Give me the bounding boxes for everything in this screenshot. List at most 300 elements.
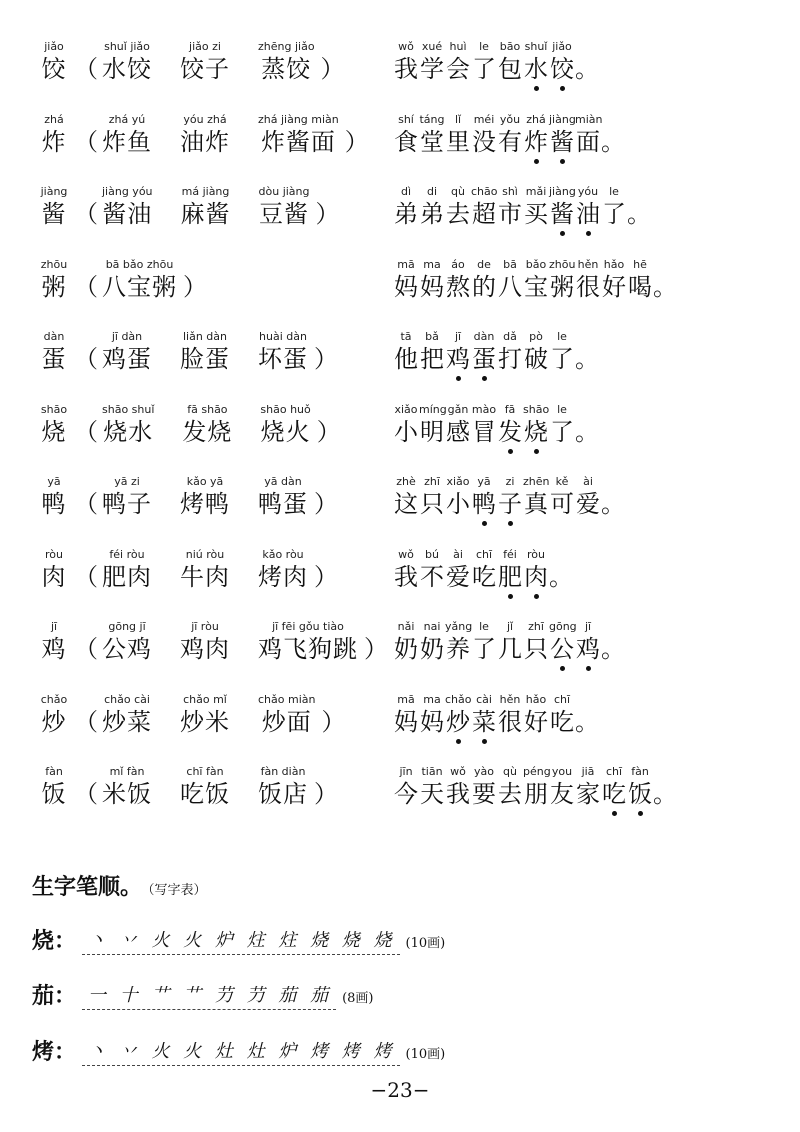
period: 。: [575, 55, 600, 83]
hanzi: 喝: [628, 272, 652, 301]
pinyin: shuǐ: [524, 40, 548, 53]
vocab-words: [40, 403, 345, 447]
pinyin: ma: [423, 692, 441, 706]
hanzi: 不: [420, 562, 444, 591]
hanzi: 鸡蛋: [102, 345, 152, 373]
hanzi: 明: [420, 417, 444, 446]
vocab-word: [181, 185, 231, 229]
open-paren: （: [74, 780, 98, 808]
pinyin: qù: [451, 185, 465, 198]
vocab-words: [40, 113, 373, 157]
pinyin: xiǎo: [394, 402, 418, 416]
emphasis-dot: [508, 449, 513, 454]
hanzi: 鸡: [446, 345, 470, 373]
vocab-word: [102, 620, 152, 664]
sentence-char: [419, 113, 445, 157]
period: 。: [627, 200, 652, 228]
open-paren: （: [74, 272, 98, 301]
pinyin: dàn: [473, 330, 495, 343]
pinyin: shāo: [523, 402, 550, 416]
pinyin: yā zi: [114, 475, 140, 488]
pinyin: nai: [423, 620, 441, 633]
emphasis-dot: [560, 159, 565, 164]
hanzi: 冒: [472, 417, 496, 446]
emphasis-dot: [534, 86, 539, 91]
vocab-words: [40, 548, 342, 592]
vocab-word: [102, 113, 152, 157]
hanzi: 把: [420, 345, 444, 373]
pinyin: wǒ: [398, 40, 414, 53]
hanzi: 妈: [394, 707, 418, 736]
pinyin: de: [477, 257, 491, 271]
hanzi: 有: [498, 127, 522, 156]
sentence-char: [523, 765, 549, 809]
sentence-char: [445, 258, 471, 302]
hanzi: 子: [498, 490, 522, 518]
emphasis-dot: [534, 594, 539, 599]
hanzi: 坏蛋: [258, 345, 308, 373]
hanzi: 炒米: [180, 707, 230, 736]
sentence-char: [549, 113, 575, 157]
sentence-char: [497, 693, 523, 737]
vocab-row: [0, 40, 800, 112]
hanzi: 公: [550, 635, 574, 663]
pinyin: jiàng: [40, 185, 68, 198]
sentence-char: [549, 330, 575, 374]
hanzi: 炸酱面: [260, 127, 336, 156]
open-paren: （: [74, 127, 98, 156]
hanzi: 公鸡: [102, 635, 152, 663]
pinyin: cài: [476, 692, 492, 706]
pinyin: liǎn dàn: [182, 330, 228, 343]
hanzi: 鸡肉: [180, 635, 230, 663]
example-sentence: [393, 692, 600, 737]
vocab-word: [180, 693, 230, 737]
pinyin: jiàng yóu: [102, 185, 153, 198]
pinyin: ài: [583, 475, 593, 488]
hanzi: 吃: [602, 780, 626, 808]
head-character: [40, 620, 68, 664]
hanzi: 很: [498, 707, 522, 736]
example-sentence: [393, 402, 600, 447]
pinyin: jiǎo: [552, 40, 572, 53]
emphasis-dot: [456, 739, 461, 744]
sentence-char: [471, 548, 497, 592]
hanzi: 去: [498, 780, 522, 808]
hanzi: 天: [420, 780, 444, 808]
pinyin: zhōu: [40, 257, 68, 271]
example-sentence: [393, 40, 600, 84]
sentence-char: [523, 330, 549, 374]
head-character: [40, 403, 68, 447]
pinyin: shāo huǒ: [260, 402, 311, 416]
sentence-char: [445, 620, 471, 664]
example-sentence: [393, 330, 600, 374]
hanzi: 家: [576, 780, 600, 808]
hanzi: 会: [446, 55, 470, 83]
hanzi: 酱: [550, 200, 574, 228]
pinyin: chǎo cài: [104, 692, 150, 706]
pinyin: le: [479, 620, 489, 633]
sentence-char: [523, 693, 549, 737]
hanzi: 感: [446, 417, 470, 446]
pinyin: bǎ: [425, 330, 439, 343]
pinyin: zhá: [44, 112, 64, 126]
pinyin: jī: [454, 330, 462, 343]
stroke-character: 烧：: [32, 928, 77, 954]
pinyin: féi ròu: [109, 547, 145, 561]
pinyin: shì: [502, 185, 518, 198]
hanzi: 我: [394, 55, 418, 83]
pinyin: féi: [503, 547, 517, 561]
sentence-char: [549, 765, 575, 809]
sentence-char: [445, 113, 471, 157]
hanzi: 八: [498, 272, 522, 301]
pinyin: zhī: [528, 620, 544, 633]
pinyin: yā: [47, 475, 61, 488]
hanzi: 妈: [420, 272, 444, 301]
vocab-word: [180, 475, 230, 519]
pinyin: ài: [453, 547, 463, 561]
hanzi: 饺: [41, 55, 67, 83]
hanzi: 吃: [550, 707, 574, 736]
stroke-row: [32, 915, 445, 955]
hanzi: 了: [472, 635, 496, 663]
vocab-word: [102, 548, 152, 592]
vocab-word: [258, 475, 308, 519]
pinyin: zhè: [396, 475, 416, 488]
hanzi: 酱油: [102, 200, 153, 228]
sentence-char: [523, 403, 549, 447]
hanzi: 吃: [472, 562, 496, 591]
hanzi: 鸭: [472, 490, 496, 518]
pinyin: bā: [503, 257, 517, 271]
vocab-word: [102, 475, 152, 519]
sentence-char: [419, 620, 445, 664]
hanzi: 蒸饺: [261, 55, 312, 83]
vocab-word: [258, 548, 308, 592]
hanzi: 小: [394, 417, 418, 446]
sentence-char: [523, 185, 549, 229]
hanzi: 烧水: [103, 417, 154, 446]
pinyin: mǎi: [525, 185, 547, 198]
head-character: [40, 475, 68, 519]
vocab-row: [0, 403, 800, 475]
sentence-char: [549, 40, 575, 84]
vocab-word: [102, 185, 153, 229]
example-sentence: [393, 547, 574, 592]
hanzi: 牛肉: [180, 562, 230, 591]
vocab-word: [102, 693, 152, 737]
sentence-char: [471, 765, 497, 809]
example-sentence: [393, 257, 678, 302]
sentence-char: [393, 548, 419, 592]
period: 。: [601, 490, 626, 518]
sentence-char: [627, 765, 653, 809]
pinyin: pò: [529, 330, 543, 343]
hanzi: 八宝粥: [102, 272, 177, 301]
vocab-word: [260, 403, 310, 447]
hanzi: 烧: [524, 417, 548, 446]
pinyin: chī fàn: [186, 765, 224, 778]
sentence-char: [419, 330, 445, 374]
pinyin: zhá: [526, 112, 546, 126]
pinyin: ròu: [45, 547, 63, 561]
open-paren: （: [74, 200, 98, 228]
sentence-char: [549, 475, 575, 519]
hanzi: 好: [602, 272, 626, 301]
vocab-row: [0, 185, 800, 257]
sentence-char: [523, 620, 549, 664]
vocab-words: [40, 40, 349, 84]
hanzi: 麻酱: [180, 200, 231, 228]
page-number: −23−: [370, 1078, 430, 1102]
pinyin: le: [479, 40, 489, 53]
stroke-count: (8画): [342, 991, 374, 1006]
stroke-character: 茄：: [32, 983, 77, 1009]
pinyin: jī fēi gǒu tiào: [272, 620, 344, 633]
open-paren: （: [74, 490, 98, 518]
pinyin: mǐ fàn: [109, 765, 145, 778]
pinyin: jī: [50, 620, 58, 633]
vocab-word: [259, 185, 310, 229]
hanzi: 奶: [420, 635, 444, 663]
pinyin: shāo: [40, 402, 68, 416]
sentence-char: [601, 258, 627, 302]
sentence-char: [393, 258, 419, 302]
sentence-char: [445, 330, 471, 374]
stroke-row: [32, 970, 374, 1010]
sentence-char: [393, 330, 419, 374]
pinyin: chī: [553, 692, 571, 706]
pinyin: miàn: [575, 112, 603, 126]
hanzi: 粥: [41, 272, 67, 301]
head-character: [40, 258, 68, 302]
pinyin: mā: [397, 692, 415, 706]
hanzi: 几: [498, 635, 522, 663]
example-sentence: [393, 112, 626, 157]
sentence-char: [575, 475, 601, 519]
example-sentence: [393, 620, 626, 664]
vocab-word: [258, 693, 315, 737]
sentence-char: [549, 693, 575, 737]
sentence-char: [497, 40, 523, 84]
hanzi: 了: [602, 200, 626, 228]
close-paren: ）: [314, 780, 338, 808]
pinyin: chǎo: [40, 692, 68, 706]
hanzi: 食: [394, 127, 418, 156]
hanzi: 堂: [420, 127, 444, 156]
pinyin: táng: [419, 112, 445, 126]
hanzi: 真: [524, 490, 548, 518]
hanzi: 水: [524, 55, 548, 83]
close-paren: ）: [321, 707, 346, 736]
hanzi: 宝: [524, 272, 548, 301]
emphasis-dot: [586, 666, 591, 671]
sentence-char: [419, 403, 445, 447]
pinyin: ma: [423, 257, 441, 271]
hanzi: 这: [394, 490, 418, 518]
pinyin: kǎo yā: [186, 475, 224, 488]
hanzi: 烤鸭: [180, 490, 230, 518]
emphasis-dot: [534, 449, 539, 454]
hanzi: 鸭子: [102, 490, 152, 518]
pinyin: le: [557, 402, 567, 416]
open-paren: （: [74, 345, 98, 373]
hanzi: 发烧: [182, 417, 233, 446]
hanzi: 蛋: [472, 345, 496, 373]
hanzi: 粥: [550, 272, 574, 301]
hanzi: 没: [472, 127, 496, 156]
hanzi: 养: [446, 635, 470, 663]
hanzi: 学: [420, 55, 444, 83]
hanzi: 里: [446, 127, 470, 156]
pinyin: shí: [398, 112, 414, 126]
sentence-char: [445, 40, 471, 84]
pinyin: má jiàng: [181, 185, 230, 198]
hanzi: 熬: [446, 272, 470, 301]
close-paren: ）: [183, 272, 207, 301]
sentence-char: [445, 475, 471, 519]
sentence-char: [575, 258, 601, 302]
stroke-sequence: 丶 丷 火 火 灶 灶 炉 烤 烤 烤: [82, 1037, 400, 1066]
close-paren: ）: [314, 490, 338, 518]
emphasis-dot: [508, 594, 513, 599]
pinyin: bāo: [499, 40, 521, 53]
pinyin: ròu: [527, 547, 545, 561]
hanzi: 鸡飞狗跳: [258, 635, 358, 663]
pinyin: fàn: [631, 765, 649, 778]
sentence-char: [497, 258, 523, 302]
sentence-char: [575, 185, 601, 229]
hanzi: 小: [446, 490, 470, 518]
head-character: [40, 113, 68, 157]
hanzi: 妈: [420, 707, 444, 736]
pinyin: jī: [584, 620, 592, 633]
close-paren: ）: [316, 417, 341, 446]
sentence-char: [575, 620, 601, 664]
close-paren: ）: [364, 635, 388, 663]
period: 。: [575, 707, 600, 736]
hanzi: 炒: [446, 707, 470, 736]
vocab-row: [0, 113, 800, 185]
section-subtitle: （写字表）: [148, 883, 207, 898]
pinyin: zhēng jiǎo: [258, 40, 315, 53]
sentence-char: [471, 620, 497, 664]
sentence-char: [497, 185, 523, 229]
stroke-character: 烤：: [32, 1039, 77, 1065]
hanzi: 酱: [550, 127, 574, 156]
emphasis-dot: [482, 376, 487, 381]
vocab-word: [180, 620, 230, 664]
emphasis-dot: [638, 811, 643, 816]
vocab-word: [258, 765, 308, 809]
hanzi: 烤肉: [258, 562, 308, 591]
hanzi: 面: [576, 127, 600, 156]
sentence-char: [471, 403, 497, 447]
section-title-text: 生字笔顺。: [32, 875, 143, 900]
sentence-char: [549, 620, 575, 664]
sentence-char: [497, 330, 523, 374]
sentence-char: [497, 475, 523, 519]
emphasis-dot: [482, 521, 487, 526]
vocab-words: [40, 475, 342, 519]
sentence-char: [497, 403, 523, 447]
vocab-word: [102, 330, 152, 374]
pinyin: chǎo miàn: [258, 692, 316, 706]
emphasis-dot: [560, 86, 565, 91]
hanzi: 炒: [41, 707, 67, 736]
stroke-sequence: 一 十 艹 艹 芀 芀 茄 茄: [82, 981, 336, 1010]
hanzi: 了: [550, 417, 574, 446]
sentence-char: [523, 40, 549, 84]
pinyin: míng: [419, 402, 447, 416]
vocab-row: [0, 258, 800, 330]
hanzi: 爱: [576, 490, 600, 518]
pinyin: kě: [555, 475, 569, 488]
close-paren: ）: [320, 55, 345, 83]
sentence-char: [471, 693, 497, 737]
head-character: [40, 185, 68, 229]
pinyin: chī: [475, 547, 493, 561]
pinyin: chǎo: [445, 692, 472, 706]
hanzi: 买: [524, 200, 548, 228]
hanzi: 可: [550, 490, 574, 518]
pinyin: di: [426, 185, 438, 198]
sentence-char: [471, 40, 497, 84]
hanzi: 肥肉: [102, 562, 152, 591]
sentence-char: [497, 765, 523, 809]
head-character: [40, 548, 68, 592]
vocab-word: [102, 765, 152, 809]
sentence-char: [393, 185, 419, 229]
pinyin: yǎng: [445, 620, 473, 633]
sentence-char: [393, 403, 419, 447]
period: 。: [653, 780, 678, 808]
pinyin: yào: [474, 765, 494, 778]
pinyin: chǎo mǐ: [183, 692, 227, 706]
sentence-char: [471, 185, 497, 229]
hanzi: 破: [524, 345, 548, 373]
sentence-char: [419, 693, 445, 737]
pinyin: méi: [473, 112, 495, 126]
open-paren: （: [74, 562, 98, 591]
hanzi: 蛋: [41, 345, 67, 373]
vocab-words: [40, 620, 392, 664]
pinyin: tā: [400, 330, 412, 343]
close-paren: ）: [314, 562, 338, 591]
vocab-words: [40, 693, 349, 737]
pinyin: zhá yú: [108, 112, 146, 126]
pinyin: dòu jiàng: [258, 185, 310, 198]
hanzi: 饺: [550, 55, 574, 83]
pinyin: zhá jiàng miàn: [258, 112, 339, 126]
open-paren: （: [74, 417, 98, 446]
hanzi: 肉: [41, 562, 67, 591]
sentence-char: [549, 403, 575, 447]
sentence-char: [497, 620, 523, 664]
hanzi: 饭: [41, 780, 67, 808]
hanzi: 饭: [628, 780, 652, 808]
sentence-char: [445, 185, 471, 229]
sentence-char: [523, 548, 549, 592]
sentence-char: [471, 113, 497, 157]
vocab-row: [0, 330, 800, 402]
sentence-char: [471, 258, 497, 302]
hanzi: 弟: [394, 200, 418, 228]
pinyin: dǎ: [503, 330, 517, 343]
pinyin: mā: [397, 257, 415, 271]
